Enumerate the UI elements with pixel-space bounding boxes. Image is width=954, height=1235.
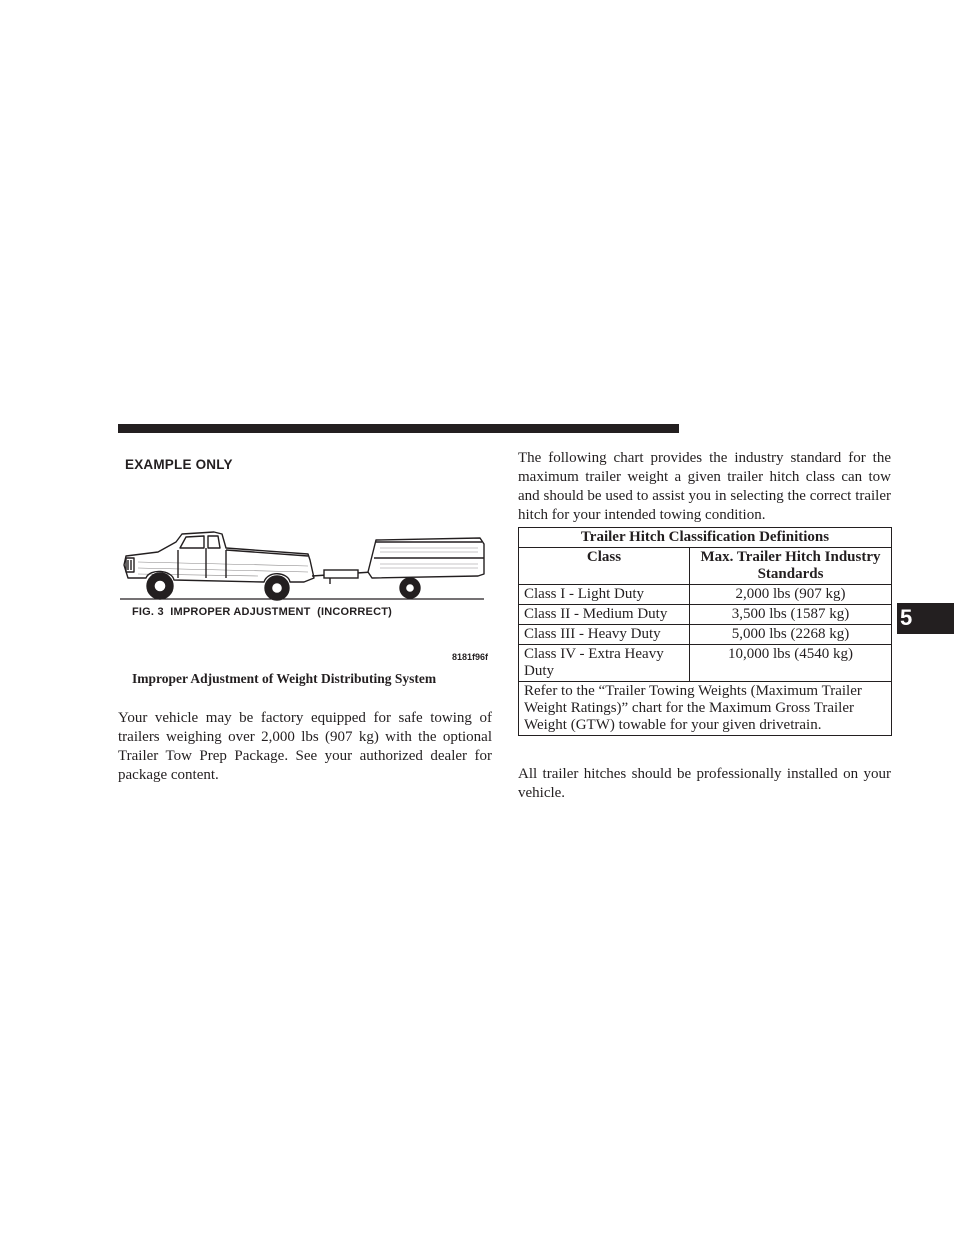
trailer-tow-prep-paragraph: Your vehicle may be factory equipped for safe towing of trailers weighing over 2,000 lbs (907 kg) with the optional Trailer Tow Prep Package. See your authorized dealer for package content. <box>118 710 492 783</box>
class-cell: Class III - Heavy Duty <box>519 625 690 645</box>
truck-trailer-illustration <box>118 528 494 608</box>
class-cell: Class I - Light Duty <box>519 585 690 605</box>
figure-improper-adjustment <box>118 448 494 692</box>
class-cell: Class IV - Extra Heavy Duty <box>519 645 690 682</box>
table-row <box>519 645 892 682</box>
table-row <box>519 605 892 625</box>
column-header-class: Class <box>519 548 690 585</box>
section-tab <box>897 603 954 634</box>
table-row <box>519 625 892 645</box>
chart-intro-paragraph: The following chart provides the industry standard for the maximum trailer weight a given trailer hitch class can tow and should be used to assist you in selecting the correct trailer hitch for your intended towing condition. <box>518 450 891 523</box>
figure-example-label: EXAMPLE ONLY <box>125 457 233 472</box>
max-weight-cell: 5,000 lbs (2268 kg) <box>690 625 892 645</box>
section-number: 5 <box>900 605 913 630</box>
trailer-hitch-classification-table <box>518 527 892 736</box>
installation-paragraph: All trailer hitches should be professionally installed on your vehicle. <box>518 766 891 801</box>
class-cell: Class II - Medium Duty <box>519 605 690 625</box>
figure-caption: Improper Adjustment of Weight Distributing System <box>132 671 437 686</box>
figure-code: 8181f96f <box>452 652 489 662</box>
max-weight-cell: 2,000 lbs (907 kg) <box>690 585 892 605</box>
max-weight-cell: 10,000 lbs (4540 kg) <box>690 645 892 682</box>
section-header-rule <box>118 424 679 433</box>
table-title: Trailer Hitch Classification Definitions <box>519 528 892 548</box>
column-header-max-weight: Max. Trailer Hitch Industry Standards <box>690 548 892 585</box>
figure-label: FIG. 3 IMPROPER ADJUSTMENT (INCORRECT) <box>132 606 392 618</box>
table-note: Refer to the “Trailer Towing Weights (Maximum Trailer Weight Ratings)” chart for the Maximum Gross Trailer Weight (GTW) towable for your given drivetrain. <box>519 682 892 736</box>
max-weight-cell: 3,500 lbs (1587 kg) <box>690 605 892 625</box>
table-row <box>519 585 892 605</box>
